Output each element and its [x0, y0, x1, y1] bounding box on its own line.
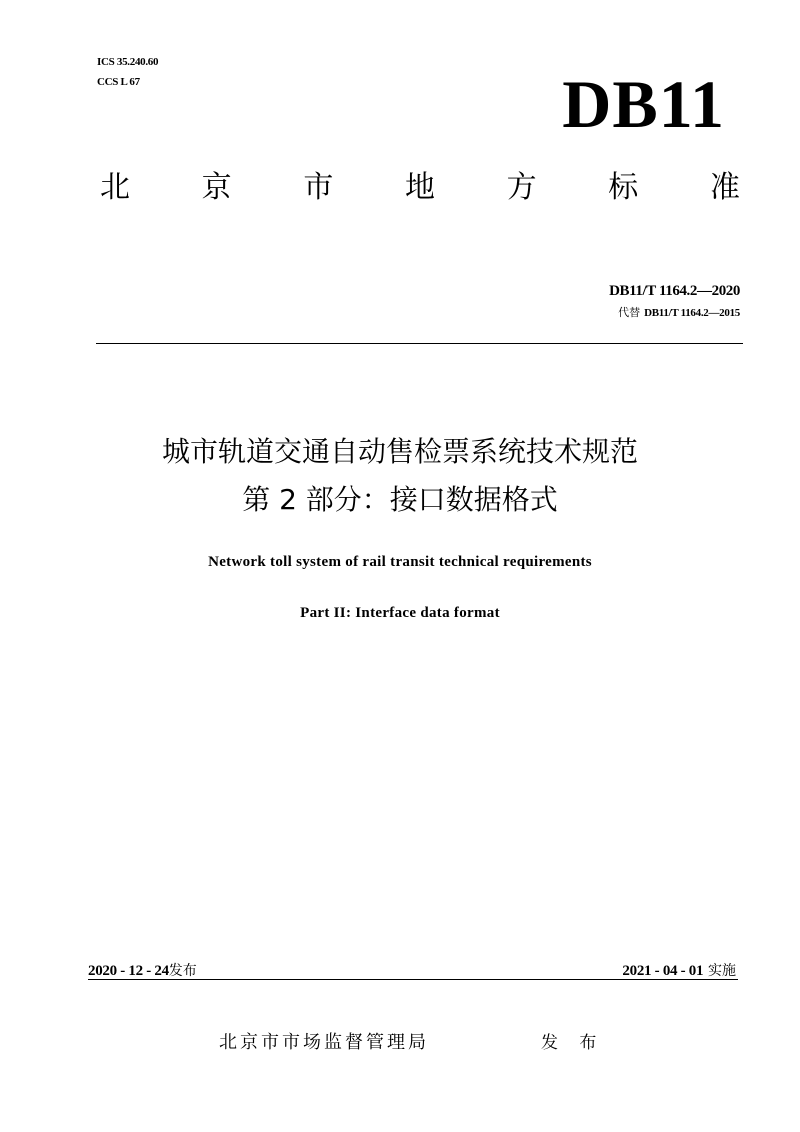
standard-mark: DB11	[562, 66, 725, 142]
ics-code: ICS 35.240.60	[97, 56, 159, 68]
standard-type-char: 地	[404, 170, 435, 205]
footer-divider	[88, 979, 738, 980]
standard-type-char: 方	[506, 170, 537, 205]
implementation-date-line	[500, 960, 736, 981]
implementation-date: 2021 - 04 - 01	[622, 963, 704, 979]
replaces-label: 代替	[618, 306, 641, 319]
standard-type-char: 北	[100, 170, 130, 205]
title-english-line1: Network toll system of rail transit technical requirements	[208, 554, 592, 570]
issue-date: 2020 - 12 - 24	[88, 963, 169, 979]
publisher-name: 北京市市场监督管理局	[219, 1032, 429, 1053]
standard-type-char: 市	[303, 170, 334, 205]
standard-type-heading	[100, 168, 740, 208]
title-chinese-line2: 第 2 部分：接口数据格式	[242, 483, 558, 516]
standard-type-char: 京	[201, 170, 232, 205]
implementation-label: 实施	[708, 963, 736, 979]
issue-date-line	[88, 960, 197, 981]
standard-number: DB11/T 1164.2—2020	[609, 283, 740, 299]
header-divider	[96, 343, 743, 344]
replaces-number: DB11/T 1164.2—2015	[644, 307, 740, 319]
standard-type-char: 标	[608, 170, 639, 205]
replaces-line	[440, 306, 740, 320]
standard-type-char: 准	[709, 170, 740, 205]
publish-label: 发 布	[541, 1033, 605, 1053]
title-english-line2: Part II: Interface data format	[300, 605, 500, 621]
ccs-code: CCS L 67	[97, 76, 140, 88]
title-chinese-line1: 城市轨道交通自动售检票系统技术规范	[161, 435, 638, 468]
issue-label: 发布	[168, 963, 197, 979]
